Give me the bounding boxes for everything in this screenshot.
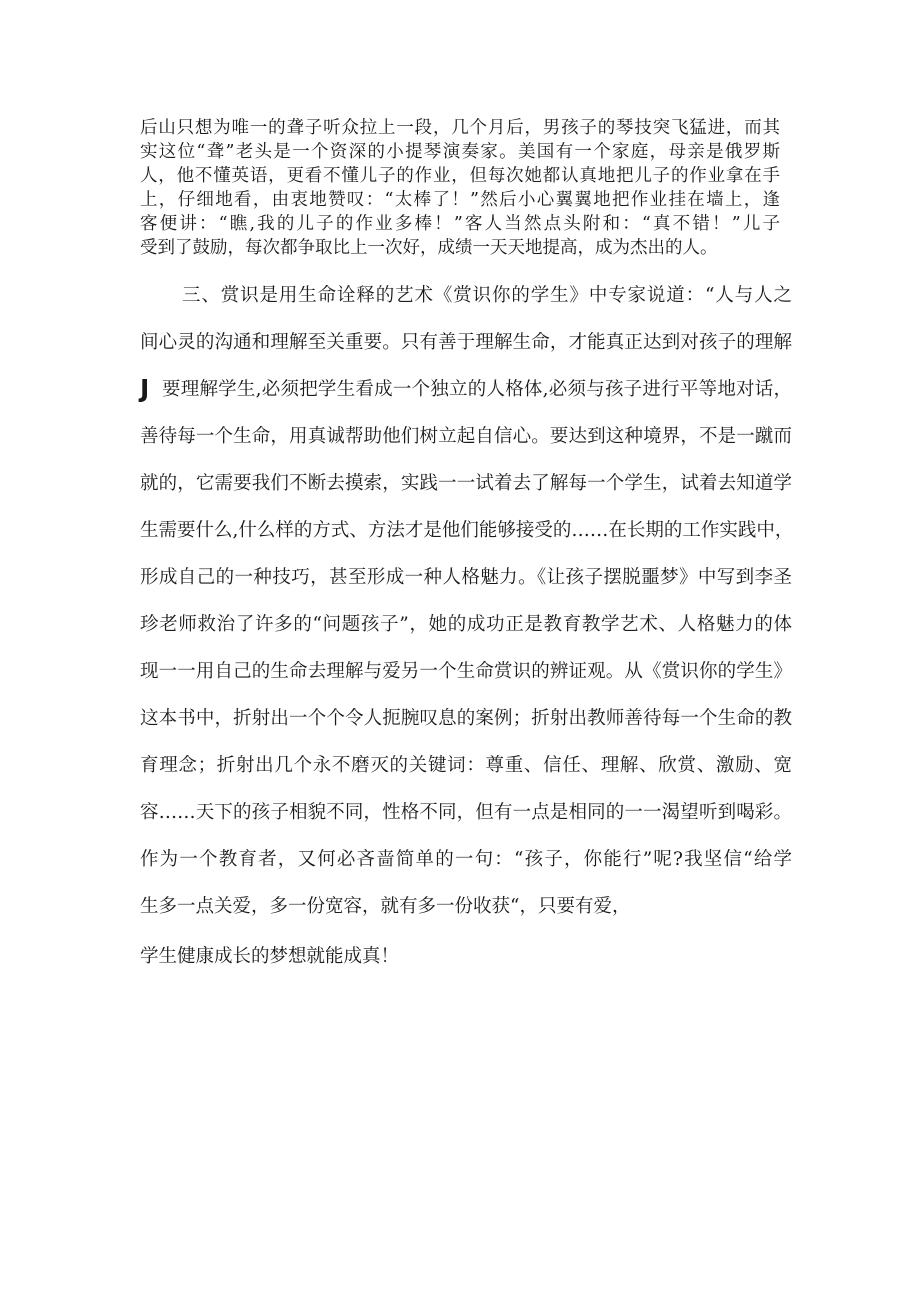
- text-line: 形成自己的一种技巧，甚至形成一种人格魅力。《让孩子摆脱噩梦》中写到李圣: [140, 567, 792, 588]
- text-line: 间心灵的沟通和理解至关重要。只有善于理解生命，才能真正达到对孩子的理解: [140, 332, 792, 353]
- text-line: 人，他不懂英语，更看不懂儿子的作业，但每次她都认真地把儿子的作业拿在手: [140, 166, 780, 186]
- text-line: 后山只想为唯一的聋子听众拉上一段，几个月后，男孩子的琴技突飞猛进，而其: [140, 118, 780, 138]
- text-line: 珍老师救治了许多的“问题孩子”，她的成功正是教育教学艺术、人格魅力的体: [140, 614, 792, 635]
- text-line: 学生健康成长的梦想就能成真！: [140, 946, 400, 967]
- text-line: 生需要什么,什么样的方式、方法才是他们能够接受的……在长期的工作实践中，: [140, 520, 794, 541]
- text-line: 容……天下的孩子相貌不同，性格不同，但有一点是相同的一一渴望听到喝彩。: [140, 802, 792, 823]
- text-line: 实这位“聋”老头是一个资深的小提琴演奏家。美国有一个家庭，母亲是俄罗斯: [140, 142, 780, 162]
- text-line: 这本书中，折射出一个个令人扼腕叹息的案例；折射出教师善待每一个生命的教: [140, 708, 792, 729]
- text-line: 客便讲：“瞧,我的儿子的作业多棒！”客人当然点头附和：“真不错！”儿子: [140, 214, 780, 234]
- text-line: 要理解学生,必须把学生看成一个独立的人格体,必须与孩子进行平等地对话，: [162, 379, 792, 400]
- text-line: 三、赏识是用生命诠释的艺术《赏识你的学生》中专家说道：“人与人之: [182, 285, 792, 306]
- text-line: 现一一用自己的生命去理解与爱另一个生命赏识的辨证观。从《赏识你的学生》: [140, 661, 792, 682]
- text-line: 就的，它需要我们不断去摸索，实践一一试着去了解每一个学生，试着去知道学: [140, 473, 792, 494]
- text-line: 作为一个教育者，又何必吝啬简单的一句：“孩子，你能行”呢?我坚信“给学: [140, 849, 792, 870]
- text-line: 受到了鼓励，每次都争取比上一次好，成绩一天天地提高，成为杰出的人。: [140, 238, 718, 258]
- text-line: 善待每一个生命，用真诚帮助他们树立起自信心。要达到这种境界，不是一蹴而: [140, 426, 792, 447]
- stray-glyph: J: [140, 374, 150, 403]
- text-line: 育理念；折射出几个永不磨灭的关键词：尊重、信任、理解、欣赏、激励、宽: [140, 755, 792, 776]
- text-line: 上，仔细地看，由衷地赞叹：“太棒了！”然后小心翼翼地把作业挂在墙上，逢: [140, 190, 780, 210]
- text-line: 生多一点关爱，多一份宽容，就有多一份收获“，只要有爱，: [140, 896, 631, 917]
